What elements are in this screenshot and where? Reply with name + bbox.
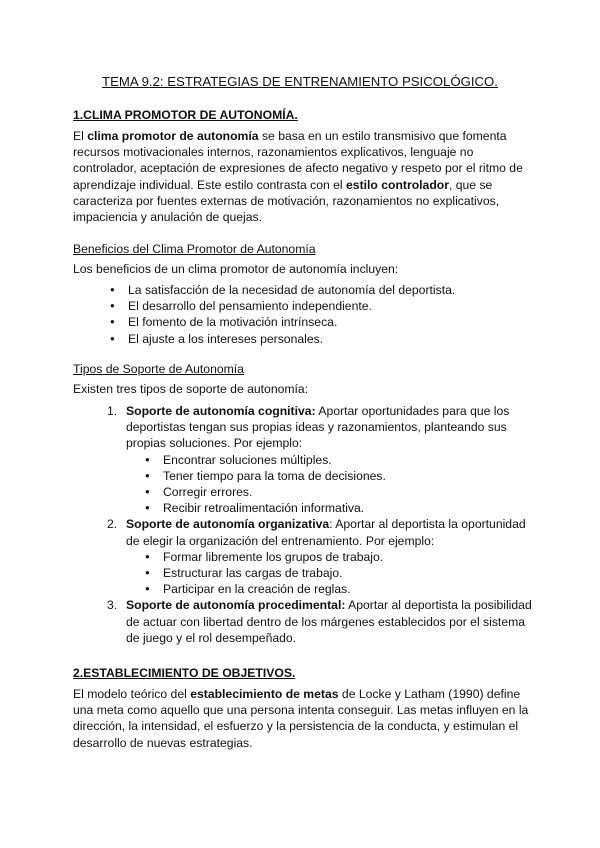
type-name: Soporte de autonomía procedimental:	[126, 598, 346, 613]
benefit-item: ● El fomento de la motivación intrínseca.	[73, 314, 455, 330]
benefit-item: ● La satisfacción de la necesidad de autonomía del deportista.	[73, 282, 455, 298]
type-item	[73, 516, 533, 597]
types-list	[73, 403, 533, 646]
type-examples	[126, 452, 533, 517]
type-description: : Aportar al deportista la oportunidad de elegir la organización del entrenamiento. Por ejemplo:	[126, 517, 526, 548]
type-item	[73, 403, 533, 516]
section2-intro-paragraph: El modelo teórico del establecimiento de metas de Locke y Latham (1990) define una meta como aquello que una persona intenta conseguir. Las metas influyen en la dirección, la intensidad, el esfuerzo y la persistencia de la conducta, y estimulan el desarrollo de nuevas estrategias.	[73, 687, 529, 750]
types-intro: Existen tres tipos de soporte de autonomía:	[73, 382, 309, 396]
type-number: 2.	[107, 517, 118, 532]
example-item: ● Encontrar soluciones múltiples.	[126, 452, 533, 468]
type-description: Aportar oportunidades para que los deportistas tengan sus propias ideas y razonamientos, planteando sus propias soluciones. Por ejemplo:	[126, 404, 510, 451]
type-number: 1.	[107, 404, 118, 418]
example-item: ● Tener tiempo para la toma de decisiones.	[126, 468, 533, 484]
example-item: ● Recibir retroalimentación informativa.	[126, 500, 533, 516]
benefits-subheading: Beneficios del Clima Promotor de Autonomía	[73, 242, 316, 256]
types-subheading: Tipos de Soporte de Autonomía	[73, 362, 244, 376]
example-item: ● Formar libremente los grupos de trabajo.	[126, 549, 533, 565]
benefits-intro: Los beneficios de un clima promotor de autonomía incluyen:	[73, 262, 399, 276]
type-description: Aportar al deportista la posibilidad de actuar con libertad dentro de los márgenes establecidos por el sistema de juego y el rol desempeñado.	[126, 598, 532, 645]
section1-intro-paragraph: El clima promotor de autonomía se basa en un estilo transmisivo que fomenta recursos motivacionales internos, razonamientos explicativos, lenguaje no controlador, aceptación de expresiones de afecto negativo y respeto por el ritmo de aprendizaje individual. Este estilo contrasta con el estilo controlador, que se caracteriza por fuentes externas de motivación, razonamientos no explicativos, impaciencia y anulación de quejas.	[73, 129, 523, 225]
benefits-list	[73, 282, 455, 347]
section2-heading: 2.ESTABLECIMIENTO DE OBJETIVOS.	[73, 666, 296, 680]
example-item: ● Participar en la creación de reglas.	[126, 581, 533, 597]
document-title: TEMA 9.2: ESTRATEGIAS DE ENTRENAMIENTO PSICOLÓGICO.	[102, 74, 498, 89]
benefit-item: ● El desarrollo del pensamiento independiente.	[73, 298, 455, 314]
type-item	[73, 597, 533, 646]
section1-heading: 1.CLIMA PROMOTOR DE AUTONOMÍA.	[73, 108, 298, 122]
benefit-item: ● El ajuste a los intereses personales.	[73, 331, 455, 347]
type-examples	[126, 549, 533, 598]
type-name: Soporte de autonomía organizativa	[126, 517, 330, 532]
type-name: Soporte de autonomía cognitiva:	[126, 404, 316, 418]
example-item: ● Estructurar las cargas de trabajo.	[126, 565, 533, 581]
type-number: 3.	[107, 598, 118, 613]
example-item: ● Corregir errores.	[126, 484, 533, 500]
